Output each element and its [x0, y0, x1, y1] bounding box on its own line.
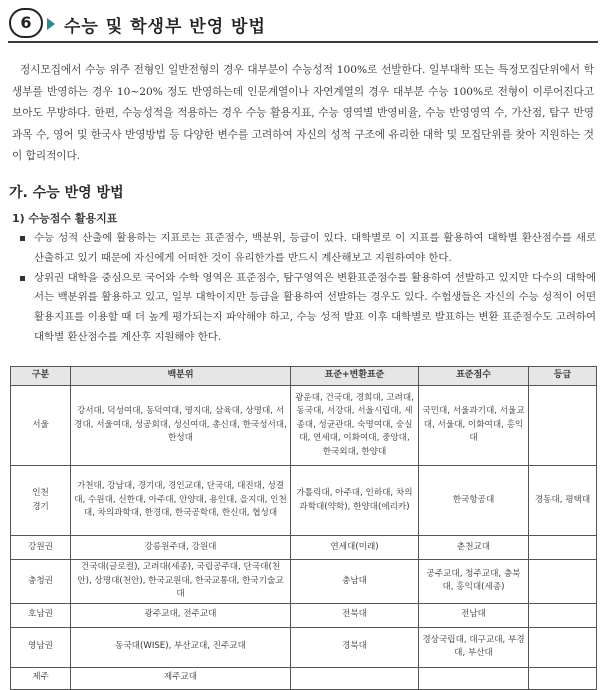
cell-grade: [529, 667, 597, 689]
bullet-text: 상위권 대학을 중심으로 국어와 수학 영역은 표준점수, 탐구영역은 변환표준점수를 활용하여 선발하고 있지만 다수의 대학에서는 백분위를 활용하고 있고, 일부 대학이지만 등급을 활용하여 선발하는 경우도 있다. 수험생들은 자신의 수능 성적이 어떤 활용지표를 이용할 때 더 높게 평가되는지 파악해야 하고, 수능 성적 발표 이후 대학별로 발표하는 변환 표준점수도 고려하여 대학별 환산점수를 계산후 지원해야 한다.: [34, 271, 596, 343]
cell-region: 제주: [11, 667, 71, 689]
triangle-arrow-icon: [47, 18, 55, 30]
cell-percentile: 동국대(WISE), 부산교대, 진주교대: [71, 627, 291, 667]
bullet-list: [20, 229, 596, 348]
cell-percentile: 광주교대, 전주교대: [71, 603, 291, 627]
table-row: [11, 466, 597, 536]
square-bullet-icon: [20, 236, 25, 241]
cell-std: 전남대: [419, 603, 529, 627]
cell-percentile: 강서대, 덕성여대, 동덕여대, 명지대, 삼육대, 상명대, 서경대, 서울여대, 성공회대, 성신여대, 총신대, 한국성서대, 한성대: [71, 386, 291, 466]
cell-std: 국민대, 서울과기대, 서울교대, 서울대, 이화여대, 홍익대: [419, 386, 529, 466]
header-std-conv: 표준+변환표준: [291, 367, 419, 386]
cell-percentile: 제주교대: [71, 667, 291, 689]
cell-region: 서울: [11, 386, 71, 466]
cell-std: 공주교대, 청주교대, 충북대, 홍익대(세종): [419, 560, 529, 604]
cell-std-conv: 가톨릭대, 아주대, 인하대, 차의과학대(약학), 한양대(에리카): [291, 466, 419, 536]
section-number-badge: 6: [9, 8, 43, 38]
cell-percentile: 가천대, 강남대, 경기대, 경인교대, 단국대, 대진대, 성결대, 수원대, 신한대, 아주대, 안양대, 용인대, 을지대, 인천대, 차의과학대, 한경대, 한국공학대, 한신대, 협성대: [71, 466, 291, 536]
cell-region: 영남권: [11, 627, 71, 667]
table-row: [11, 560, 597, 604]
cell-grade: [529, 536, 597, 560]
cell-grade: 경동대, 평택대: [529, 466, 597, 536]
bullet-text: 수능 성적 산출에 활용하는 지표로는 표준점수, 백분위, 등급이 있다. 대학별로 이 지표를 활용하여 대학별 환산점수를 새로 산출하고 있기 때문에 자신에게 어떠한 것이 유리한가를 반드시 계산해보고 지원하여야 한다.: [34, 232, 596, 264]
cell-std: 한국항공대: [419, 466, 529, 536]
cell-grade: [529, 603, 597, 627]
cell-std: [419, 667, 529, 689]
cell-region: 강원권: [11, 536, 71, 560]
cell-std: 경상국립대, 대구교대, 부경대, 부산대: [419, 627, 529, 667]
header-percentile: 백분위: [71, 367, 291, 386]
intro-paragraph: 정시모집에서 수능 위주 전형인 일반전형의 경우 대부분이 수능성적 100%로 선발한다. 일부대학 또는 특정모집단위에서 학생부를 반영하는 경우 10~20% 정도 반영하는데 인문계열이나 자연계열의 경우 대부분 수능 100%로 전형이 이루어진다고 보아도 무방하다. 한편, 수능성적을 적용하는 경우 수능 활용지표, 수능 영역별 반영비율, 수능 반영영역 수, 가산점, 탐구 반영과목 수, 영어 및 한국사 반영방법 등 다양한 변수를 고려하여 자신의 성적 구조에 유리한 대학 및 모집단위를 찾아 지원하는 것이 합리적이다.: [12, 64, 594, 162]
section-header: [8, 6, 598, 40]
table-row: [11, 603, 597, 627]
bullet-item: [20, 269, 596, 348]
table-row: [11, 627, 597, 667]
cell-percentile: 건국대(글로컬), 고려대(세종), 국립공주대, 단국대(천안), 상명대(천안), 한국교원대, 한국교통대, 한국기술교대: [71, 560, 291, 604]
table-row: [11, 386, 597, 466]
cell-std-conv: 경북대: [291, 627, 419, 667]
cell-std-conv: [291, 667, 419, 689]
table-header-row: [11, 367, 597, 386]
header-std: 표준점수: [419, 367, 529, 386]
subsection-heading: 가. 수능 반영 방법: [9, 185, 124, 201]
cell-std-conv: 연세대(미래): [291, 536, 419, 560]
indicator-table: [10, 366, 597, 690]
cell-grade: [529, 560, 597, 604]
cell-std-conv: 광운대, 건국대, 경희대, 고려대, 동국대, 서강대, 서울시립대, 세종대, 성균관대, 숙명여대, 숭실대, 연세대, 이화여대, 중앙대, 한국외대, 한양대: [291, 386, 419, 466]
sub-subsection-heading: 1) 수능점수 활용지표: [12, 212, 118, 225]
cell-percentile: 강릉원주대, 강원대: [71, 536, 291, 560]
cell-grade: [529, 386, 597, 466]
cell-grade: [529, 627, 597, 667]
table-row: [11, 667, 597, 689]
header-grade: 등급: [529, 367, 597, 386]
section-divider: [8, 41, 598, 43]
header-region: 구분: [11, 367, 71, 386]
cell-region: 호남권: [11, 603, 71, 627]
cell-std: 춘천교대: [419, 536, 529, 560]
square-bullet-icon: [20, 276, 25, 281]
cell-std-conv: 충남대: [291, 560, 419, 604]
table-row: [11, 536, 597, 560]
cell-region: 인천 경기: [11, 466, 71, 536]
section-title: 수능 및 학생부 반영 방법: [64, 17, 266, 37]
cell-region: 충청권: [11, 560, 71, 604]
cell-std-conv: 전북대: [291, 603, 419, 627]
bullet-item: [20, 229, 596, 269]
